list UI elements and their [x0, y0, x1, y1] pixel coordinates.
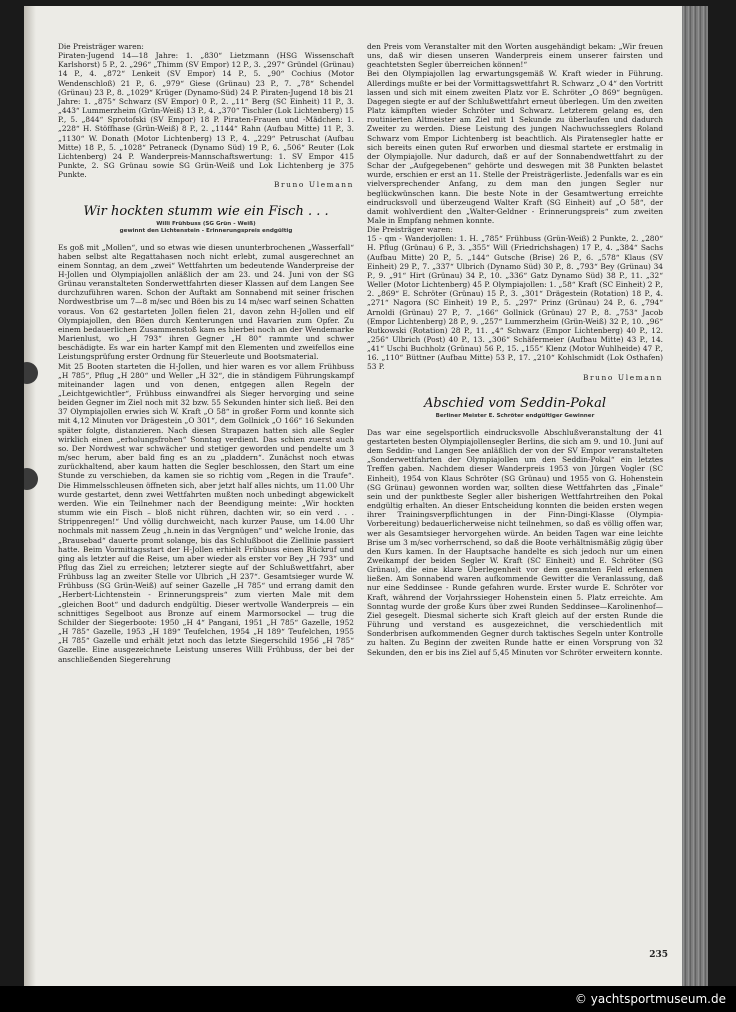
page-stack-edge	[682, 6, 708, 986]
magazine-page	[24, 6, 708, 986]
page-spine-shadow	[24, 6, 36, 986]
article-paragraph: den Preis vom Veranstalter mit den Worten ausgehändigt bekam: „Wir freuen uns, daß wir diesen unseren Wanderpreis einem unserer fairsten und geachtetsten Segler überreichen können!“	[367, 42, 663, 70]
article-subtitle: Willi Frühbuss (SG Grün - Weiß)	[156, 220, 256, 227]
article-paragraph: Bei den Olympiajollen lag erwartungsgemäß W. Kraft wieder in Führung. Allerdings mußte er bei der Vormittagswettfahrt R. Schwarz „O 4“ den Vortritt lassen und sich mit einem zweiten Platz vor E. Schröter „O 869“ begnügen. Dagegen siegte er auf der Schlußwettfahrt erneut überlegen. Um den zweiten Platz kämpften wieder Schröter und Schwarz. Letzterem gelang es, den routinierten Altmeister am Ziel mit 1 Sekunde zu überlaufen und dadurch Zweiter zu werden. Diese Leistung des jungen Nachwuchsseglers Roland Schwarz vom Empor Lichtenberg ist beachtlich. Als Piratensegler hatte er sich bereits einen guten Ruf erworben und diesmal startete er erstmalig in der Olympiajolle. Nur dadurch, daß er auf der Sonnabendwettfahrt zu der Schar der „Aufgegebenen“ gehörte und deswegen mit 38 Punkten belastet wurde, erschien er erst an 11. Stelle der Preisträgerliste. Jedenfalls war es ein vielversprechender Anfang, zu dem man den jungen Segler nur beglückwünschen kann. Die beste Note in der Gesamtwertung erreichte eindrucksvoll und überzeugend Walter Kraft (SG Einheit) auf „O 58“, der damit wohlverdient den „Walter-Geldner - Erinnerungspreis“ zum zweiten Male in Empfang nehmen konnte.	[367, 69, 663, 225]
results-list: 15 - qm - Wanderjollen: 1. H. „785“ Frühbuss (Grün-Weiß) 2 Punkte, 2. „280“ H. Pflug (Grünau) 6 P., 3. „355“ Will (Friedrichshagen) 17 P., 4. „384“ Sachs (Aufbau Mitte) 20 P., 5. „144“ Gutsche (Brise) 26 P., 6. „578“ Klaus (SV Einheit) 29 P., 7. „337“ Ulbrich (Dynamo Süd) 30 P., 8. „793“ Bey (Grünau) 34 P., 9. „91“ Hirt (Grünau) 34 P., 10. „336“ Gatz Dynamo Süd) 38 P., 11. „32“ Weller (Motor Lichtenberg) 45 P. Olympiajollen: 1. „58“ Kraft (SC Einheit) 2 P., 2. „869“ E. Schröter (Grünau) 15 P., 3. „301“ Drägestein (Rotation) 18 P., 4. „271“ Nagora (SC Einheit) 19 P., 5. „297“ Prinz (Grünau) 24 P., 6. „794“ Arnoldi (Grünau) 27 P., 7. „166“ Gollnick (Grünau) 27 P., 8. „753“ Jacob (Empor Lichtenberg) 28 P., 9. „257“ Lummerzheim (Grün-Weiß) 32 P., 10. „96“ Rutkowski (Rotation) 28 P., 11. „4“ Schwarz (Empor Lichtenberg) 40 P., 12. „256“ Ulbrich (Post) 40 P., 13. „306“ Schäfermeier (Aufbau Mitte) 43 P., 14. „41“ Uschi Buchholz (Grünau) 56 P., 15. „155“ Klenz (Motor Wuhlheide) 47 P., 16. „110“ Büttner (Aufbau Mitte) 53 P., 17. „210“ Kohlschmidt (Lok Osthafen) 53 P.	[367, 234, 663, 372]
article-paragraph: Es goß mit „Mollen“, und so etwas wie diesen ununterbrochenen „Wasserfall“ haben selbst alte Regattahasen noch nicht erlebt, zumal ausgerechnet an einem Sonntag, an dem „zwei“ Wettfahrten um bedeutende Wanderpreise der H-Jollen und Olympiajollen anläßlich der am 23. und 24. Juni von der SG Grünau veranstalteten Sonderwettfahrten dieser Klassen auf dem Langen See durchzuführen waren. Schon der Auftakt am Sonnabend mit seiner frischen Nordwestbrise um 7—8 m/sec und Böen bis zu 14 m/sec warf seinen Schatten voraus. Von 62 gestarteten Jollen fielen 21, davon zehn H-Jollen und elf Olympiajollen, den Böen durch Kenterungen und Havarien zum Opfer. Zu einem bedauerlichen Zusammenstoß kam es hierbei noch an der Wendemarke Marienlust, wo „H 793“ ihren Gegner „H 80“ rammte und schwer beschädigte. Es war ein harter Kampf mit den Elementen und zweifellos eine Leistungsprüfung erster Ordnung für Steuerleute und Bootsmaterial.	[58, 242, 354, 362]
footer-bar	[0, 986, 736, 1012]
page-number: 235	[649, 950, 668, 960]
copyright-credit: © yachtsportmuseum.de	[574, 992, 726, 1006]
left-column	[58, 42, 354, 664]
article-subtitle: Berliner Meister E. Schröter endgültiger Gewinner	[435, 412, 595, 419]
author-signature: Bruno Ulemann	[274, 180, 354, 190]
article-title: Wir hockten stumm wie ein Fisch . . .	[83, 203, 329, 219]
results-intro: Die Preisträger waren:	[58, 42, 144, 51]
results-intro: Die Preisträger waren:	[367, 225, 453, 235]
article-paragraph: Das war eine segelsportlich eindrucksvolle Abschlußveranstaltung der 41 gestarteten besten Olympiajollensegler Berlins, die sich am 9. und 10. Juni auf dem Seddin- und Langen See anläßlich der von der SV Empor veranstalteten „Sonderwettfahrten der Olympiajollen um den Seddin-Pokal“ ein letztes Treffen gaben. Nachdem dieser Wanderpreis 1953 von Jürgen Vogler (SC Einheit), 1954 von Klaus Schröter (SG Grünau) und 1955 von G. Hohenstein (SG Grünau) gewonnen worden war, sollten diese Wettfahrten das „Finale“ sein und der punktbeste Segler aller bisherigen Wettfahrtreihen den Pokal endgültig erhalten. An dieser Entscheidung konnten die beiden ersten wegen ihrer Trainingsverpflichtungen in der Finn-Dingi-Klasse (Olympia-Vorbereitung) bedauerlicherweise nicht teilnehmen, so daß es völlig offen war, wer als Gesamtsieger hervorgehen würde. An beiden Tagen war eine leichte Brise um 3 m/sec vorherrschend, so daß die Boote verhältnismäßig zügig über den Kurs kamen. In der Hauptsache handelte es sich jedoch nur um einen Zweikampf der beiden Segler W. Kraft (SC Einheit) und E. Schröter (SG Grünau), die eine klare Überlegenheit vor dem gesamten Feld erkennen ließen. Am Sonnabend waren aufkommende Gewitter die Veranlassung, daß nur eine Seddinsee - Runde gefahren wurde. Erster wurde E. Schröter vor Kraft, während der Vorjahrssieger Hohenstein einen 5. Platz erreichte. Am Sonntag wurde der große Kurs über zwei Runden Seddinsee—Karolinenhof—Ziel gesegelt. Diesmal sicherte sich Kraft gleich auf der ersten Runde die Führung und verstand es ausgezeichnet, die verschiedentlich mit Sonderbrisen aufkommenden Gegner durch taktisches Segeln unter Kontrolle zu halten. Zu Beginn der zweiten Runde hatte er einen Vorsprung von 32 Sekunden, den er bis ins Ziel auf 5,45 Minuten vor Schröter erweitern konnte.	[367, 427, 663, 657]
author-signature: Bruno Ulemann	[583, 372, 663, 382]
article-subtitle-line2: gewinnt den Lichtenstein - Erinnerungspreis endgültig	[119, 227, 293, 234]
article-paragraph: Mit 25 Booten starteten die H-Jollen, und hier waren es vor allem Frühbuss „H 785“, Pflug „H 280“ und Weller „H 32“, die in ständigem Führungskampf miteinander lagen und von denen, entgegen allen Regeln der „Leichtgewichtler“, Frühbuss einwandfrei als Sieger hervorging und seine beiden Gegner im Ziel noch mit 32 bzw. 55 Sekunden hinter sich ließ. Bei den 37 Olympiajollen erwies sich W. Kraft „O 58“ in großer Form und konnte sich mit 4,12 Minuten vor Drägestein „O 301“, dem Gollnick „O 166“ 16 Sekunden später folgte, distanzieren. Nach diesen Strapazen hatten sich alle Segler wirklich einen „erholungsfrohen“ Sonntag verdient. Das schien zuerst auch so. Der Nordwest war schwächer und stetiger geworden und pendelte um 3 m/sec herum, aber bald fing es an zu „pladdern“. Zunächst noch etwas zurückhaltend, aber kaum hatten die Segler beschlossen, den Start um eine Stunde zu verschieben, da kamen sie so richtig vom „Regen in die Traufe“. Die Himmelsschleusen öffneten sich, aber jetzt half alles nichts, um 11.00 Uhr wurde gestartet, denn zwei Wettfahrten mußten noch unbedingt abgewickelt werden. Wie ein Teilnehmer nach der Beendigung meinte: „Wir hockten stumm wie ein Fisch – bloß nicht rühren, dachten wir, so ein verd . . . Strippenregen!“ Und völlig durchweicht, nach kurzer Pause, um 14.00 Uhr nochmals mit nassem Zeug „h.nein in das Vergnügen“ und“ welche Ironie, das „Brausebad“ dauerte promt solange, bis das Schlußboot die Ziellinie passiert hatte. Beim Vormittagsstart der H-Jollen erhielt Frühbuss einen Rückruf und ging als letzter auf die Reise, um aber wieder als erster vor Bey „H 793“ und Pflug das Ziel zu erreichen; letzterer siegte auf der Schlußwettfahrt, aber Frühbuss lag an zweiter Stelle vor Ulbrich „H 237“. Gesamtsieger wurde W. Frühbuss (SG Grün-Weiß) auf seiner Gazelle „H 785“ und errang damit den „Herbert-Lichtenstein - Erinnerungspreis“ zum vierten Male mit dem „gleichen Boot“ und dadurch endgültig. Dieser wertvolle Wanderpreis — ein schnittiges Segelboot aus Bronze auf einem Marmorsockel — trug die Schilder der Siegerboote: 1950 „H 4“ Pangani, 1951 „H 785“ Gazelle, 1952 „H 785“ Gazelle, 1953 „H 189“ Teufelchen, 1954 „H 189“ Teufelchen, 1955 „H 785“ Gazelle und erhält jetzt noch das letzte Siegerschild 1956 „H 785“ Gazelle. Eine ausgezeichnete Leistung unseres Willi Frühbuss, der bei der anschließenden Siegerehrung	[58, 361, 354, 664]
right-column	[367, 42, 663, 657]
results-list: Piraten-Jugend 14—18 Jahre: 1. „830“ Lietzmann (HSG Wissenschaft Karlshorst) 5 P., 2. „296“ „Thimm (SV Empor) 12 P., 3. „297“ Gründel (Grünau) 14 P., 4. „872“ Lenkeit (SV Empor) 14 P., 5. „90“ Cochius (Motor Wendenschloß) 21 P., 6. „979“ Giese (Grünau) 23 P., 7. „78“ Schendel (Grünau) 23 P., 8. „1029“ Krüger (Dynamo-Süd) 24 P. Piraten-Jugend 18 bis 21 Jahre: 1. „875“ Schwarz (SV Empor) 0 P., 2. „11“ Berg (SC Einheit) 11 P., 3. „443“ Lummerzheim (Grün-Weiß) 13 P., 4. „370“ Tischler (Lok Lichtenberg) 15 P., 5. „844“ Sprotofski (SV Empor) 18 P. Piraten-Frauen und -Mädchen: 1. „228“ H. Stöffhase (Grün-Weiß) 8 P., 2. „1144“ Rahn (Aufbau Mitte) 11 P., 3. „1130“ W. Donath (Motor Lichtenberg) 13 P., 4. „229“ Petruschat (Aufbau Mitte) 18 P., 5. „1028“ Petraneck (Dynamo Süd) 19 P., 6. „506“ Reuter (Lok Lichtenberg) 24 P. Wanderpreis-Mannschaftswertung: 1. SV Empor 415 Punkte, 2. SG Grünau sowie SG Grün-Weiß und Lok Lichtenberg je 375 Punkte.	[58, 51, 354, 180]
article-title: Abschied vom Seddin-Pokal	[424, 395, 606, 411]
